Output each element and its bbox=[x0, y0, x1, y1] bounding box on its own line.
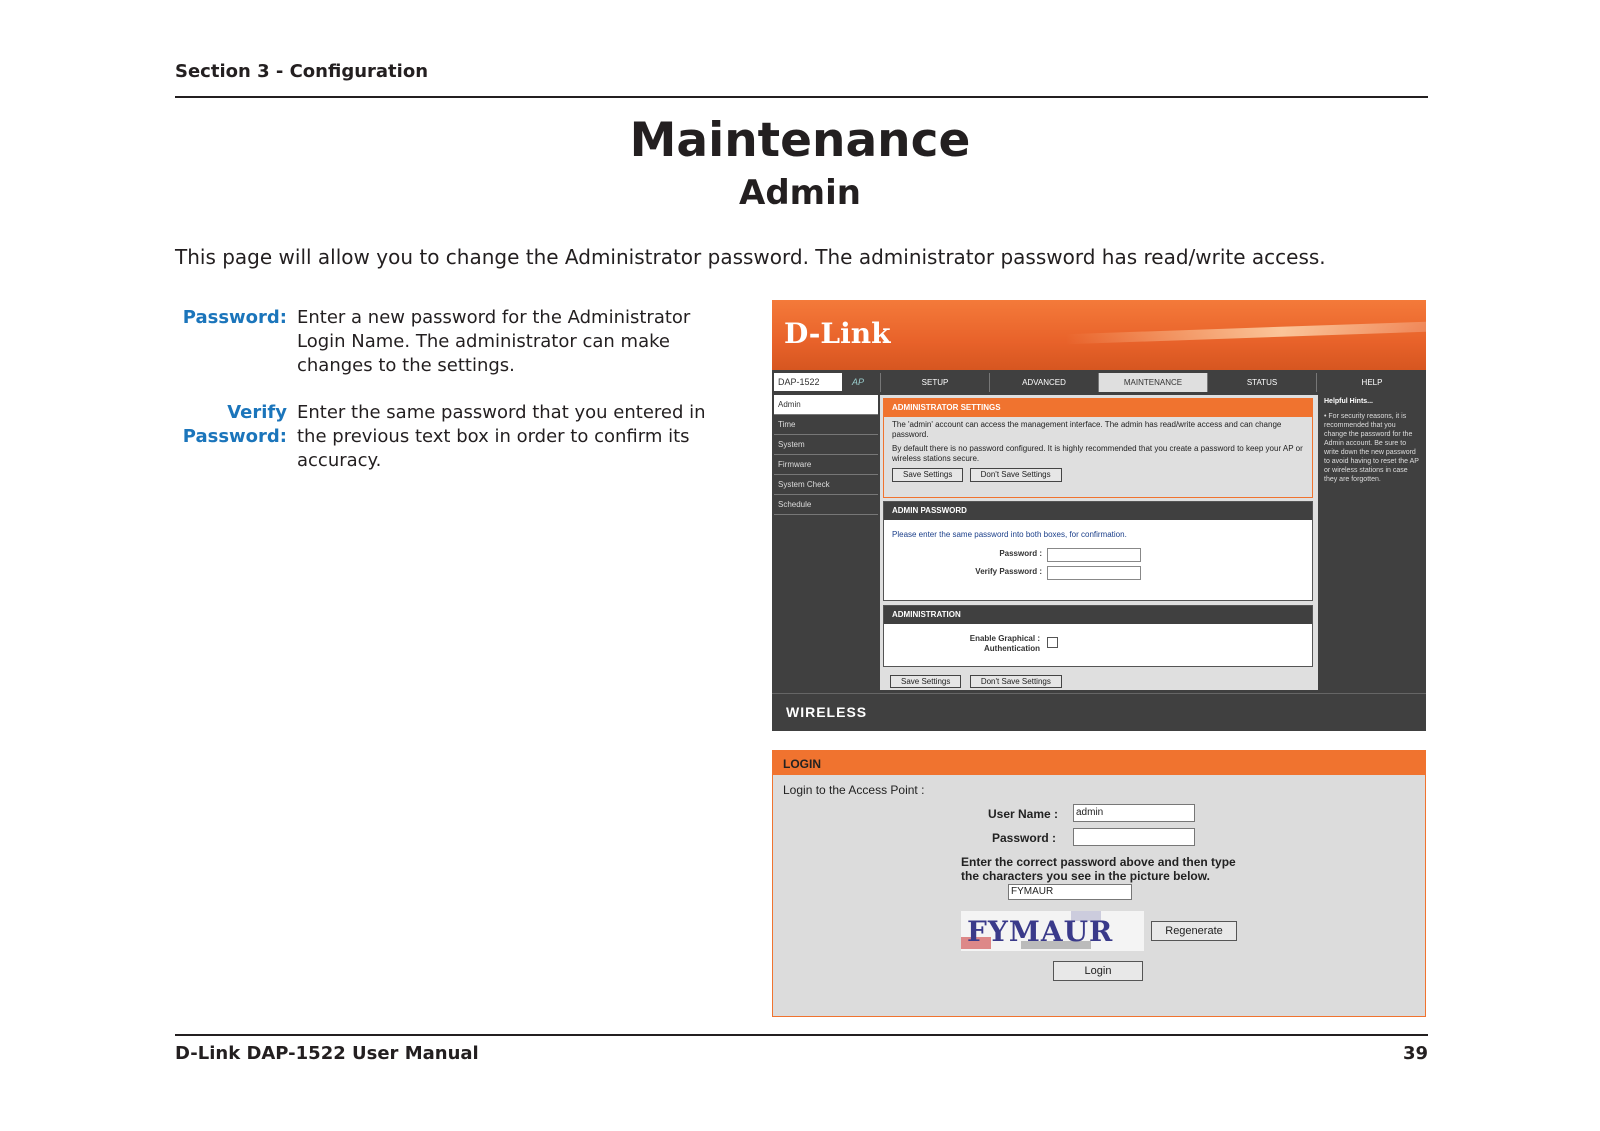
graphical-auth-checkbox[interactable] bbox=[1047, 637, 1058, 648]
admin-password-note: Please enter the same password into both boxes, for confirmation. bbox=[892, 530, 1127, 539]
password-input[interactable] bbox=[1073, 828, 1195, 846]
footer-bar bbox=[772, 693, 1426, 731]
footer-manual-title: D-Link DAP-1522 User Manual bbox=[175, 1043, 479, 1064]
login-instruction: Enter the correct password above and then type the characters you see in the picture below. bbox=[961, 855, 1236, 883]
hints-header: Helpful Hints... bbox=[1324, 398, 1373, 405]
top-nav bbox=[772, 371, 1426, 393]
term-line: Verify bbox=[227, 402, 287, 423]
definition-term bbox=[175, 401, 297, 473]
username-label: User Name : bbox=[988, 807, 1059, 821]
tab-setup[interactable]: SETUP bbox=[880, 373, 989, 392]
admin-settings-p2: By default there is no password configured. It is highly recommended that you create a password to keep your AP or wireless stations secure. bbox=[892, 444, 1303, 463]
dont-save-settings-button[interactable]: Don't Save Settings bbox=[970, 468, 1062, 482]
left-nav bbox=[774, 395, 878, 515]
verify-password-label: Verify Password : bbox=[975, 567, 1042, 576]
admin-password-header: ADMIN PASSWORD bbox=[884, 502, 1312, 520]
verify-password-row bbox=[884, 564, 1312, 582]
term-line: Password: bbox=[182, 307, 287, 328]
admin-settings-body bbox=[884, 417, 1312, 485]
page-title: Maintenance bbox=[629, 113, 971, 168]
hints-text: • For security reasons, it is recommended that you change the password for the Admin account. Be sure to write down the new password to avoid having to reset the AP or wireless stations in case they are forgotten. bbox=[1324, 413, 1419, 483]
password-input[interactable] bbox=[1047, 548, 1141, 562]
graphical-auth-row bbox=[884, 624, 1312, 664]
password-label: Password : bbox=[999, 549, 1042, 558]
captcha-image bbox=[961, 911, 1144, 951]
admin-settings-header: ADMINISTRATOR SETTINGS bbox=[884, 399, 1312, 417]
login-button[interactable]: Login bbox=[1053, 961, 1143, 981]
definition-password bbox=[175, 306, 735, 378]
nav-item-admin[interactable]: Admin bbox=[774, 395, 878, 415]
brand-banner bbox=[772, 300, 1426, 370]
admin-password-box bbox=[883, 501, 1313, 601]
wireless-logo: WIRELESS bbox=[786, 704, 868, 720]
model-label: DAP-1522 bbox=[774, 373, 842, 391]
term-line: Password: bbox=[182, 426, 287, 447]
bottom-buttons bbox=[890, 671, 1066, 689]
tab-status[interactable]: STATUS bbox=[1207, 373, 1316, 392]
definition-desc: Enter the same password that you entered in the previous text box in order to confirm its accuracy. bbox=[297, 402, 706, 471]
graphical-auth-label-line: Enable Graphical : bbox=[969, 634, 1040, 643]
intro-text: This page will allow you to change the Administrator password. The administrator password has read/write access. bbox=[175, 245, 1326, 269]
captcha-text: FYMAUR bbox=[967, 915, 1114, 948]
definition-term bbox=[175, 306, 297, 378]
password-label: Password : bbox=[992, 831, 1057, 845]
graphical-auth-label-line: Authentication bbox=[984, 644, 1040, 653]
verify-password-input[interactable] bbox=[1047, 566, 1141, 580]
page-subtitle: Admin bbox=[739, 173, 861, 213]
admin-settings-p1: The 'admin' account can access the management interface. The admin has read/write access and can change password. bbox=[892, 420, 1282, 439]
administration-header: ADMINISTRATION bbox=[884, 606, 1312, 624]
definition-desc: Enter a new password for the Administrator Login Name. The administrator can make changes to the settings. bbox=[297, 307, 691, 376]
captcha-input[interactable]: FYMAUR bbox=[1008, 884, 1132, 900]
definition-list bbox=[175, 306, 735, 496]
bottom-rule bbox=[175, 1034, 1428, 1036]
top-rule bbox=[175, 96, 1428, 98]
nav-item-time[interactable]: Time bbox=[774, 415, 878, 435]
nav-item-system[interactable]: System bbox=[774, 435, 878, 455]
nav-item-system-check[interactable]: System Check bbox=[774, 475, 878, 495]
main-content bbox=[880, 395, 1318, 690]
password-row bbox=[884, 546, 1312, 564]
admin-settings-box bbox=[883, 398, 1313, 498]
ap-label: AP bbox=[852, 377, 865, 387]
dont-save-settings-button-bottom[interactable]: Don't Save Settings bbox=[970, 675, 1062, 688]
tab-maintenance[interactable]: MAINTENANCE bbox=[1098, 373, 1207, 392]
nav-item-firmware[interactable]: Firmware bbox=[774, 455, 878, 475]
login-header: LOGIN bbox=[773, 751, 1425, 775]
definition-verify-password bbox=[175, 401, 735, 473]
nav-item-schedule[interactable]: Schedule bbox=[774, 495, 878, 515]
section-header: Section 3 - Configuration bbox=[175, 61, 429, 82]
banner-streak bbox=[1066, 322, 1426, 345]
login-intro: Login to the Access Point : bbox=[783, 783, 925, 797]
login-screenshot bbox=[772, 750, 1426, 1017]
tab-help[interactable]: HELP bbox=[1316, 373, 1426, 392]
dlink-logo: D-Link bbox=[784, 317, 891, 350]
save-settings-button-bottom[interactable]: Save Settings bbox=[890, 675, 961, 688]
helpful-hints bbox=[1320, 395, 1424, 690]
username-input[interactable]: admin bbox=[1073, 804, 1195, 822]
admin-settings-screenshot bbox=[772, 300, 1426, 731]
administration-box bbox=[883, 605, 1313, 667]
regenerate-button[interactable]: Regenerate bbox=[1151, 921, 1237, 941]
page-number: 39 bbox=[1402, 1043, 1428, 1064]
graphical-auth-label bbox=[954, 634, 1040, 654]
save-settings-button[interactable]: Save Settings bbox=[892, 468, 963, 482]
tab-advanced[interactable]: ADVANCED bbox=[989, 373, 1098, 392]
